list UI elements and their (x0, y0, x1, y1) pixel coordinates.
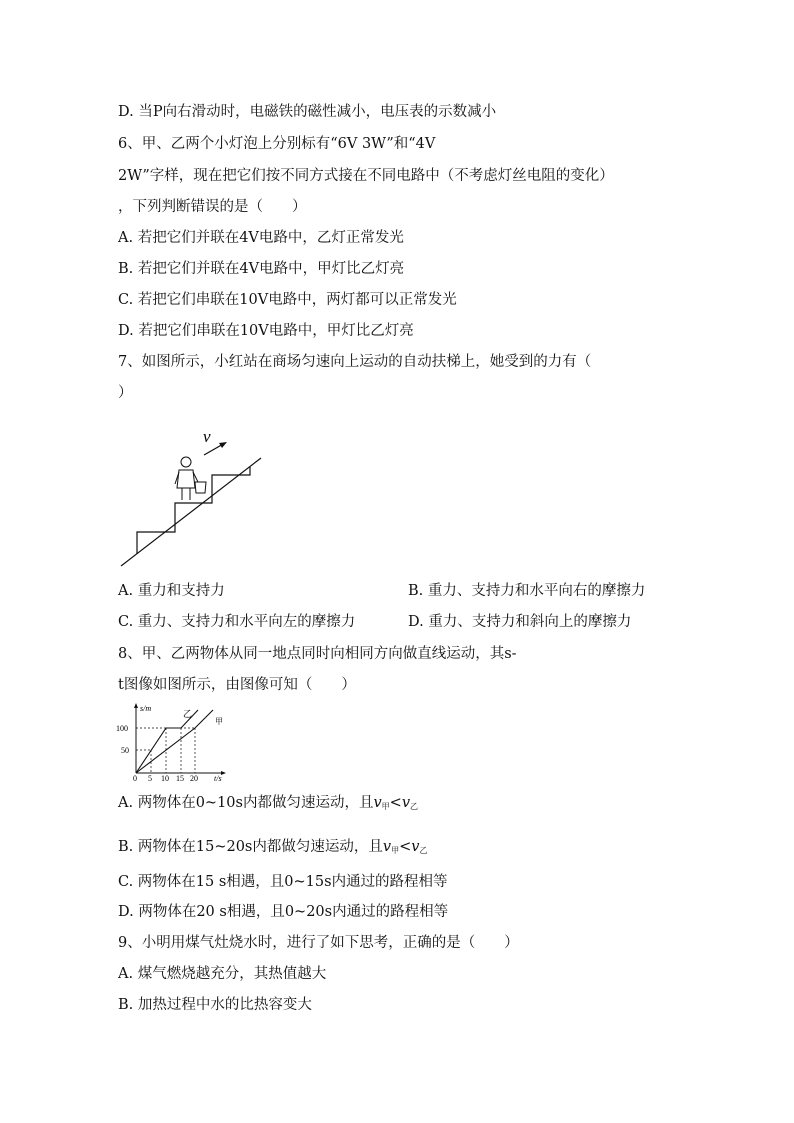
girl-figure (175, 457, 206, 500)
y-axis-label: s/m (140, 704, 152, 713)
q6-option-c: C. 若把它们串联在10V电路中，两灯都可以正常发光 (118, 292, 457, 308)
x-tick-5: 5 (148, 774, 152, 782)
q8-option-c: C. 两物体在15 s相遇，且0~15s内通过的路程相等 (118, 874, 448, 890)
x-tick-10: 10 (161, 774, 169, 782)
x-axis-arrowhead (221, 771, 226, 775)
q8-option-a-text: A. 两物体在0~10s内都做匀速运动，且 (118, 795, 374, 811)
q7-stem-line2: ） (118, 385, 133, 401)
sub-yi: 乙 (419, 846, 428, 855)
q8-option-a (118, 793, 418, 817)
q9-option-b: B. 加热过程中水的比热容变大 (118, 997, 312, 1013)
q7-option-d: D. 重力、支持力和斜向上的摩擦力 (408, 614, 632, 630)
sub-jia: 甲 (391, 846, 400, 855)
q8-option-d: D. 两物体在20 s相遇，且0~20s内通过的路程相等 (118, 904, 449, 920)
q6-stem-line2: 2W”字样，现在把它们按不同方式接在不同电路中（不考虑灯丝电阻的变化） (118, 168, 614, 184)
label-yi: 乙 (183, 709, 193, 719)
q6-stem-line1: 6、甲、乙两个小灯泡上分别标有“6V 3W”和“4V (118, 136, 436, 152)
sub-jia: 甲 (381, 802, 390, 811)
q9-stem: 9、小明用煤气灶烧水时，进行了如下思考，正确的是（ ） (118, 935, 519, 951)
x-tick-15: 15 (176, 774, 184, 782)
q5-option-d: D. 当P向右滑动时，电磁铁的磁性减小，电压表的示数减小 (118, 104, 497, 120)
relation-symbol: < (389, 795, 402, 811)
v-symbol: v (373, 795, 382, 811)
x-axis-label: t/s (214, 774, 222, 782)
velocity-label: v (203, 427, 211, 446)
y-tick-50: 50 (121, 746, 129, 755)
q7-option-b: B. 重力、支持力和水平向右的摩擦力 (408, 583, 646, 599)
q9-option-a: A. 煤气燃烧越充分，其热值越大 (118, 966, 327, 982)
s-t-graph (112, 702, 232, 782)
escalator-figure (115, 420, 270, 575)
v-symbol: v (382, 839, 392, 855)
q6-option-b: B. 若把它们并联在4V电路中，甲灯比乙灯亮 (118, 261, 405, 277)
v-symbol: v (401, 795, 411, 811)
q8-stem-line2: t图像如图所示，由图像可知（ ） (118, 677, 356, 693)
velocity-arrowhead (219, 442, 227, 448)
q8-option-b (118, 837, 427, 861)
v-symbol: v (411, 839, 420, 855)
q7-stem-line1: 7、如图所示，小红站在商场匀速向上运动的自动扶梯上，她受到的力有（ (118, 354, 592, 370)
q6-stem-line3: ，下列判断错误的是（ ） (118, 199, 307, 215)
q7-option-c: C. 重力、支持力和水平向左的摩擦力 (118, 614, 356, 630)
sub-yi: 乙 (410, 802, 419, 811)
y-axis-arrowhead (134, 703, 138, 708)
q6-option-d: D. 若把它们串联在10V电路中，甲灯比乙灯亮 (118, 323, 414, 339)
line-yi (136, 710, 198, 773)
line-jia (136, 710, 213, 773)
label-jia: 甲 (215, 717, 223, 726)
x-tick-0: 0 (133, 774, 137, 782)
x-tick-20: 20 (190, 774, 198, 782)
y-tick-100: 100 (116, 724, 128, 733)
q7-option-a: A. 重力和支持力 (118, 583, 225, 599)
q8-option-b-text: B. 两物体在15~20s内都做匀速运动，且 (118, 839, 383, 855)
q6-option-a: A. 若把它们并联在4V电路中，乙灯正常发光 (118, 230, 404, 246)
relation-symbol: < (399, 839, 412, 855)
q8-stem-line1: 8、甲、乙两物体从同一地点同时向相同方向做直线运动，其s- (118, 646, 517, 662)
